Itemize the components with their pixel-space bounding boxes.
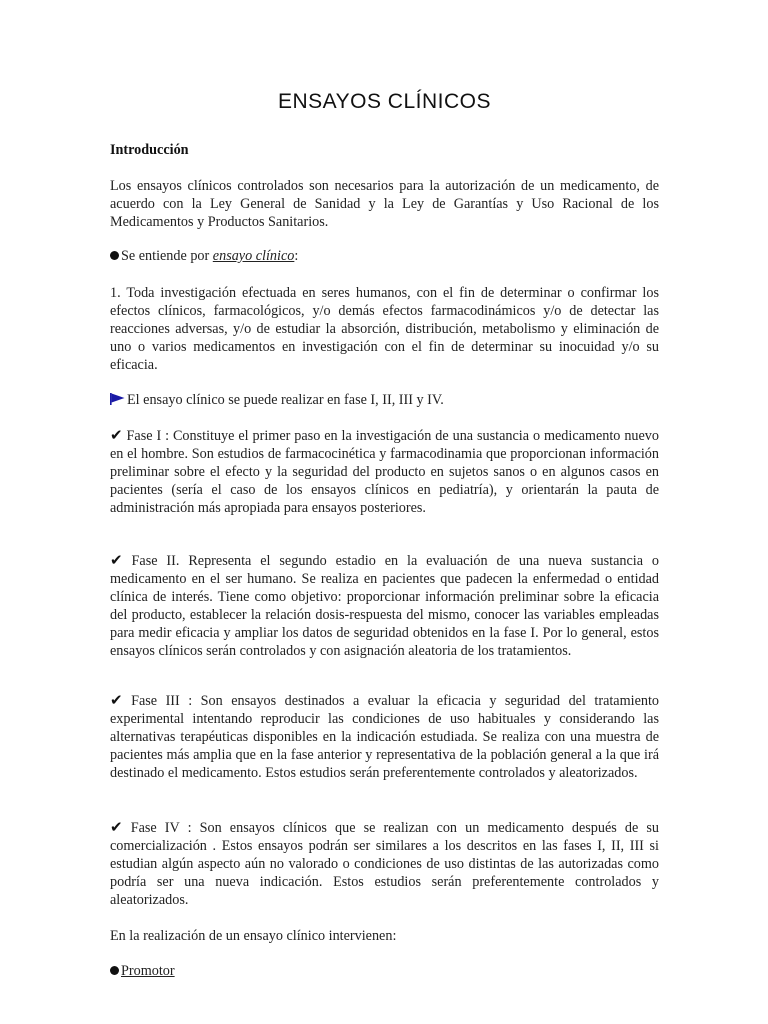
- check-icon: ✔: [110, 691, 123, 709]
- phase-3-paragraph: [110, 691, 659, 782]
- definition-colon: :: [294, 248, 299, 264]
- participants-intro: En la realización de un ensayo clínico intervienen:: [110, 928, 397, 944]
- phase-4-text: Fase IV : Son ensayos clínicos que se realizan con un medicamento después de su comercialización . Estos ensayos podrán ser similares a los descritos en las fases I, II, III si estudian algún aspecto aún no valorado o condiciones de uso distintas de las autorizadas como podría ser una nueva indicación. Estos estudios serán preferentemente controlados y aleatorizados.: [110, 820, 660, 909]
- participant-1: Promotor: [121, 963, 175, 979]
- flag-icon: [110, 392, 125, 410]
- definition-line: [110, 247, 659, 265]
- intro-paragraph: Los ensayos clínicos controlados son necesarios para la autorización de un medicamento, de acuerdo con la Ley General de Sanidad y la Ley de Garantías y Uso Racional de los Medicamentos y Productos Sanitarios.: [110, 178, 659, 231]
- phase-1-paragraph: [110, 426, 659, 517]
- check-icon: ✔: [110, 551, 123, 569]
- definition-paragraph: 1. Toda investigación efectuada en seres humanos, con el fin de determinar o confirmar los efectos clínicos, farmacológicos, y/o demás efectos farmacodinámicos y/o de detectar las reacciones adversas, y/o de estudiar la absorción, distribución, metabolismo y eliminación de uno o varios medicamentos en investigación con el fin de determinar su inocuidad y/o su eficacia.: [110, 285, 659, 374]
- phase-3-text: Fase III : Son ensayos destinados a evaluar la eficacia y seguridad del tratamiento experimental intentando reproducir las condiciones de uso habituales y considerando las alternativas terapéuticas disponibles en la indicación estudiada. Se realiza con una muestra de pacientes más amplia que en la fase anterior y representativa de la población general a la que irá destinado el medicamento. Estos estudios serán preferentemente controlados y aleatorizados.: [110, 693, 660, 782]
- bullet-icon: [110, 251, 119, 260]
- participant-1-line: [110, 962, 659, 980]
- phase-4-paragraph: [110, 818, 659, 909]
- phase-2-paragraph: [110, 551, 659, 661]
- phase-1-text: Fase I : Constituye el primer paso en la investigación de una sustancia o medicamento nuevo en el hombre. Son estudios de farmacocinética y farmacodinamia que proporcionan información preliminar sobre el efecto y la seguridad del producto en sujetos sanos o en algunos casos en pacientes (sería el caso de los ensayos clínicos en pediatría), y orientarán la pauta de administración más apropiada para ensayos posteriores.: [110, 428, 659, 517]
- phases-intro-line: [110, 391, 659, 410]
- document-title: ENSAYOS CLÍNICOS: [278, 90, 491, 113]
- phase-2-text: Fase II. Representa el segundo estadio en la evaluación de una nueva sustancia o medicamento en el ser humano. Se realiza en pacientes que padecen la enfermedad o entidad clínica de interés. Tiene como objetivo: proporcionar información preliminar sobre la eficacia del producto, establecer la relación dosis-respuesta del mismo, conocer las variables empleadas para medir eficacia y ampliar los datos de seguridad obtenidos en la fase I. Por lo general, estos ensayos clínicos serán controlados y con asignación aleatoria de los tratamientos.: [110, 553, 660, 660]
- check-icon: ✔: [110, 426, 123, 444]
- phases-intro: El ensayo clínico se puede realizar en fase I, II, III y IV.: [127, 392, 444, 408]
- definition-lead: Se entiende por: [121, 248, 213, 264]
- intro-heading: Introducción: [110, 142, 189, 158]
- bullet-icon: [110, 966, 119, 975]
- check-icon: ✔: [110, 818, 123, 836]
- definition-term: ensayo clínico: [212, 248, 295, 264]
